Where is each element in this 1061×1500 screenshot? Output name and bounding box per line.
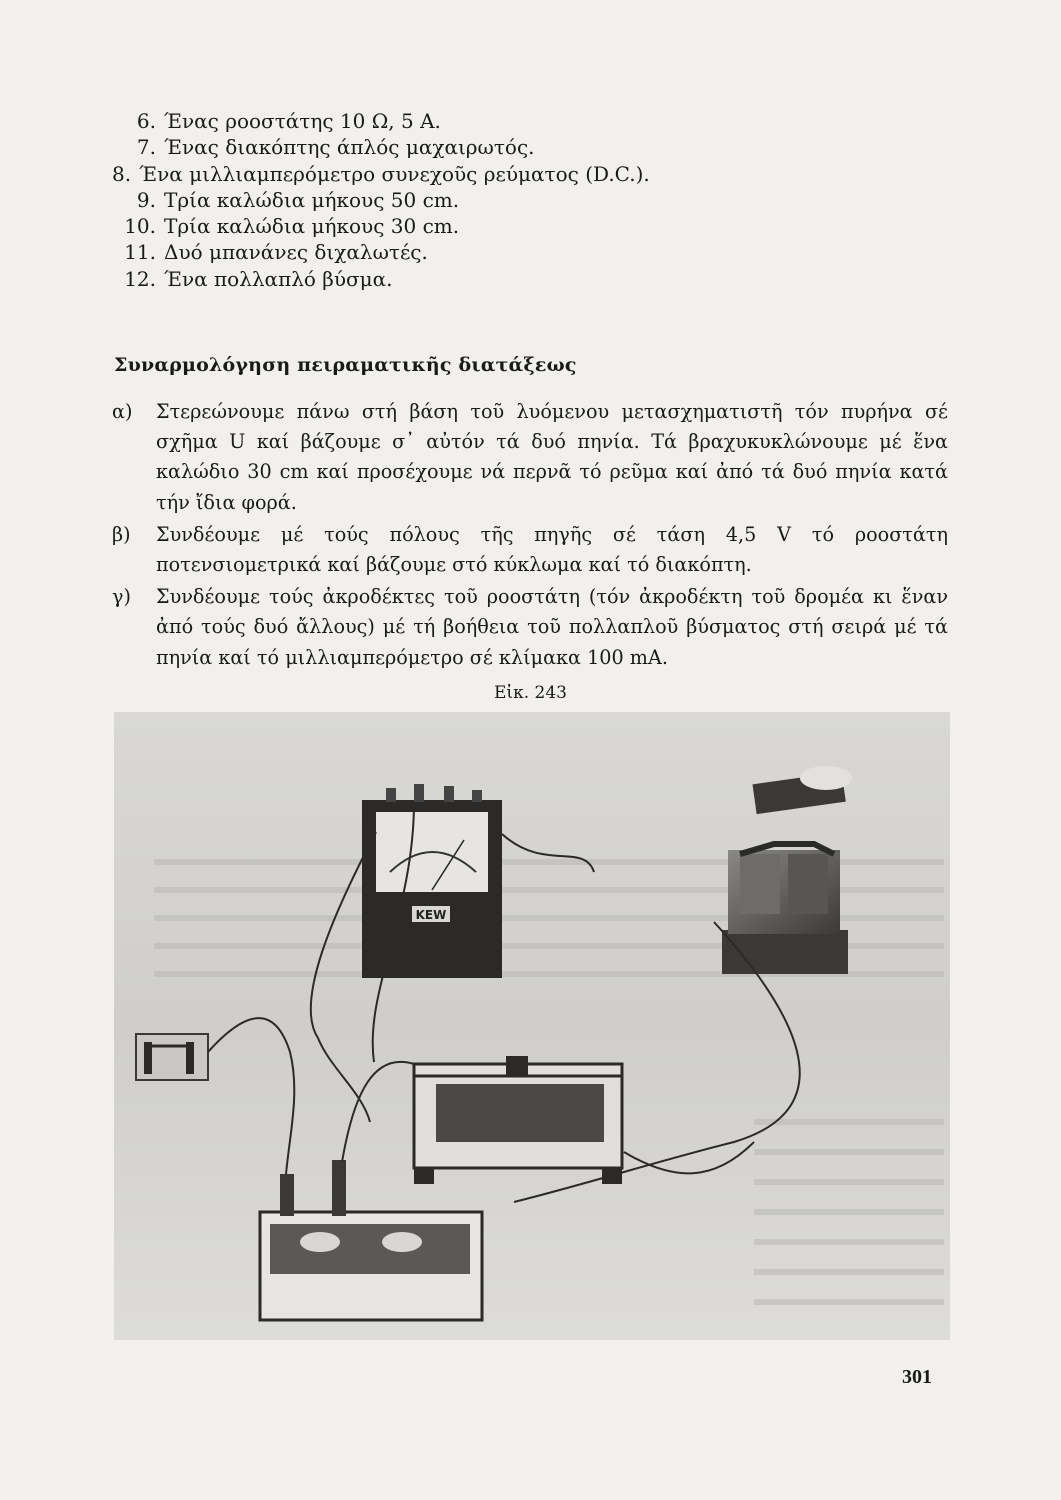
item-number: 11.	[124, 240, 156, 265]
list-item	[112, 239, 632, 265]
step-text: Στερεώνουμε πάνω στή βάση τοῦ λυόμενου μετασχηματιστῆ τόν πυρήνα σέ σχῆμα U καί βάζουμε σ᾽ αὐτόν τά δυό πηνία. Τά βραχυκυκλώνουμε μέ ἕνα καλώδιο 30 cm καί προσέχουμε νά περνᾶ τό ρεῦμα καί ἀπό τά δυό πηνία κατά τήν ἴδια φορά.	[156, 400, 948, 514]
list-item	[112, 134, 632, 160]
item-text: Τρία καλώδια μήκους 50 cm.	[164, 187, 460, 212]
list-item	[112, 187, 632, 213]
step-text: Συνδέουμε τούς ἀκροδέκτες τοῦ ροοστάτη (τόν ἀκροδέκτη τοῦ δρομέα κι ἕναν ἀπό τούς δυό ἄλλους) μέ τή βοήθεια τοῦ πολλαπλοῦ βύσματος στή σειρά μέ τά πηνία καί τό μιλλιαμπερόμετρο σέ κλίμακα 100 mA.	[156, 585, 948, 669]
assembly-steps	[112, 397, 948, 675]
item-number: 9.	[136, 187, 156, 212]
step-marker: β)	[112, 522, 131, 546]
list-item	[112, 161, 650, 187]
item-text: Τρία καλώδια μήκους 30 cm.	[164, 214, 460, 239]
step-text: Συνδέουμε μέ τούς πόλους τῆς πηγῆς σέ τάση 4,5 V τό ροοστάτη ποτενσιομετρικά καί βάζουμε στό κύκλωμα καί τό διακόπτη.	[156, 522, 948, 577]
photo-background	[114, 712, 950, 1340]
item-text: Ένα μιλλιαμπερόμετρο συνεχοῦς ρεύματος (D.C.).	[139, 161, 650, 186]
step-item	[112, 520, 948, 580]
list-item	[112, 213, 632, 239]
item-number: 8.	[112, 161, 132, 186]
item-number: 10.	[124, 214, 156, 239]
item-text: Ένα πολλαπλό βύσμα.	[164, 266, 393, 291]
item-number: 12.	[124, 266, 156, 291]
list-item	[112, 266, 632, 292]
list-item	[112, 108, 632, 134]
item-text: Δυό μπανάνες διχαλωτές.	[164, 240, 428, 265]
meter-label: KEW	[415, 908, 447, 922]
page-number: 301	[902, 1366, 932, 1388]
materials-list	[112, 108, 650, 292]
item-number: 6.	[136, 109, 156, 133]
item-number: 7.	[136, 135, 156, 160]
step-item	[112, 582, 948, 673]
step-marker: α)	[112, 400, 133, 423]
item-text: Ένας ροοστάτης 10 Ω, 5 A.	[164, 109, 441, 133]
knife-switch	[136, 1034, 208, 1080]
milliammeter	[362, 784, 502, 978]
section-heading: Συναρμολόγηση πειραματικῆς διατάξεως	[114, 354, 577, 376]
figure-caption: Εἰκ. 243	[494, 683, 567, 703]
rheostat	[414, 1056, 622, 1184]
step-marker: γ)	[112, 585, 131, 609]
step-item	[112, 397, 948, 518]
item-text: Ένας διακόπτης άπλός μαχαιρωτός.	[164, 135, 535, 160]
experiment-photo	[114, 712, 950, 1340]
